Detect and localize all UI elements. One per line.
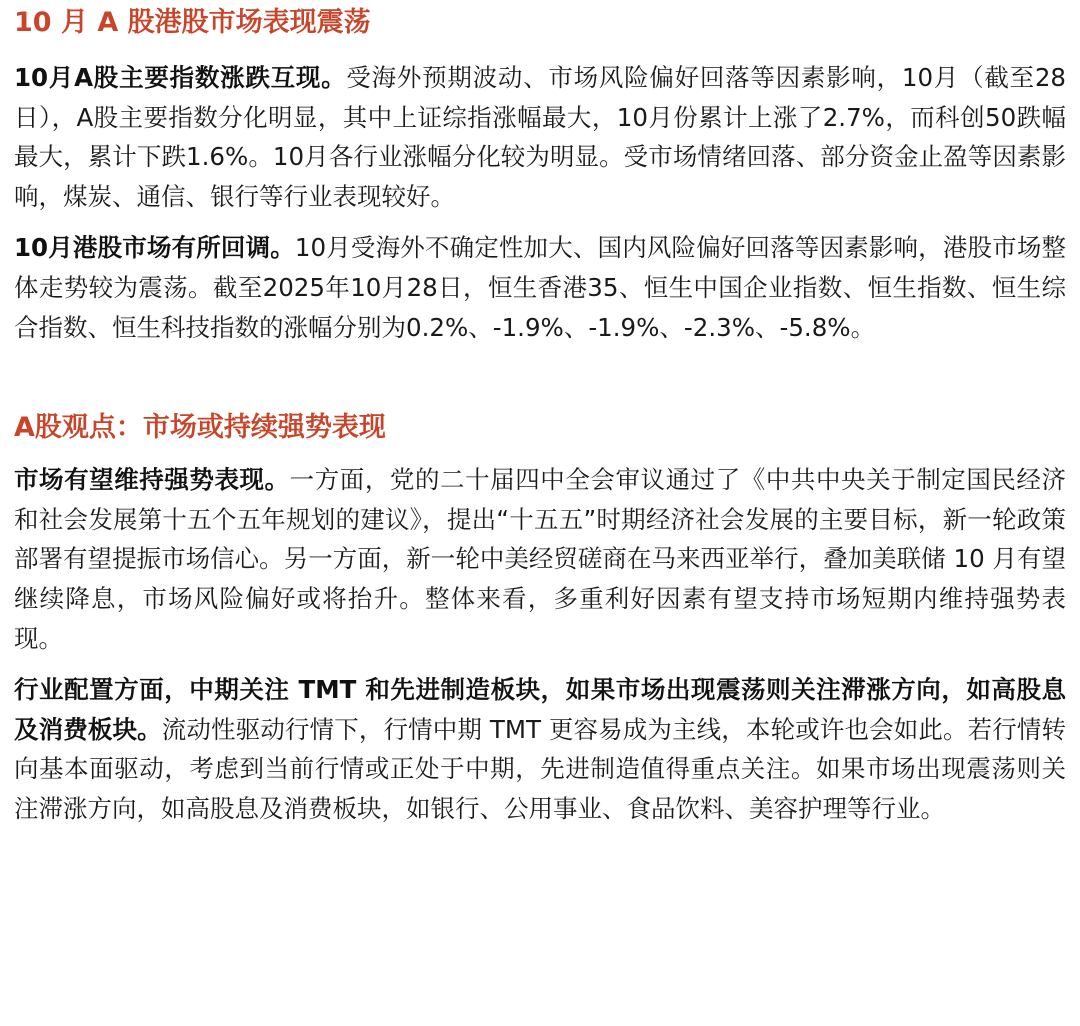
section-title-a-share-view: A股观点：市场或持续强势表现 bbox=[14, 412, 386, 444]
paragraph-lead: 10月港股市场有所回调。 bbox=[14, 233, 295, 263]
paragraph-body: 流动性驱动行情下，行情中期 TMT 更容易成为主线，本轮或许也会如此。若行情转向基本面驱动，考虑到当前行情或正处于中期，先进制造值得重点关注。如果市场出现震荡则关注滞涨方向，如高股息及消费板块，如银行、公用事业、食品饮料、美容护理等行业。 bbox=[14, 714, 1067, 823]
paragraph-body: 10月受海外不确定性加大、国内风险偏好回落等因素影响，港股市场整体走势较为震荡。截至2025年10月28日，恒生香港35、恒生中国企业指数、恒生指数、恒生综合指数、恒生科技指数的涨幅分别为0.2%、-1.9%、-1.9%、-2.3%、-5.8%。 bbox=[14, 233, 1066, 342]
section-title-market-performance: 10 月 A 股港股市场表现震荡 bbox=[14, 7, 371, 38]
paragraph-body: 受海外预期波动、市场风险偏好回落等因素影响，10月（截至28日），A股主要指数分化明显，其中上证综指涨幅最大，10月份累计上涨了2.7%，而科创50跌幅最大，累计下跌1.6%。10月各行业涨幅分化较为明显。受市场情绪回落、部分资金止盈等因素影响，煤炭、通信、银行等行业表现较好。 bbox=[14, 63, 1066, 211]
paragraph-hk-performance bbox=[14, 228, 1066, 347]
paragraph-lead: 行业配置方面，中期关注 TMT 和先进制造板块，如果市场出现震荡则关注滞涨方向，如高股息及消费板块。 bbox=[14, 675, 1066, 744]
paragraph-lead: 10月A股主要指数涨跌互现。 bbox=[14, 63, 347, 92]
paragraph-lead: 市场有望维持强势表现。 bbox=[14, 465, 290, 495]
paragraph-market-outlook bbox=[14, 460, 1066, 658]
paragraph-a-share-performance bbox=[14, 58, 1066, 216]
paragraph-body: 一方面，党的二十届四中全会审议通过了《中共中央关于制定国民经济和社会发展第十五个五年规划的建议》，提出“十五五”时期经济社会发展的主要目标，新一轮政策部署有望提振市场信心。另一方面，新一轮中美经贸磋商在马来西亚举行，叠加美联储 10 月有望继续降息，市场风险偏好或将抬升。整体来看，多重利好因素有望支持市场短期内维持强势表现。 bbox=[14, 465, 1066, 653]
paragraph-sector-allocation bbox=[14, 670, 1066, 828]
